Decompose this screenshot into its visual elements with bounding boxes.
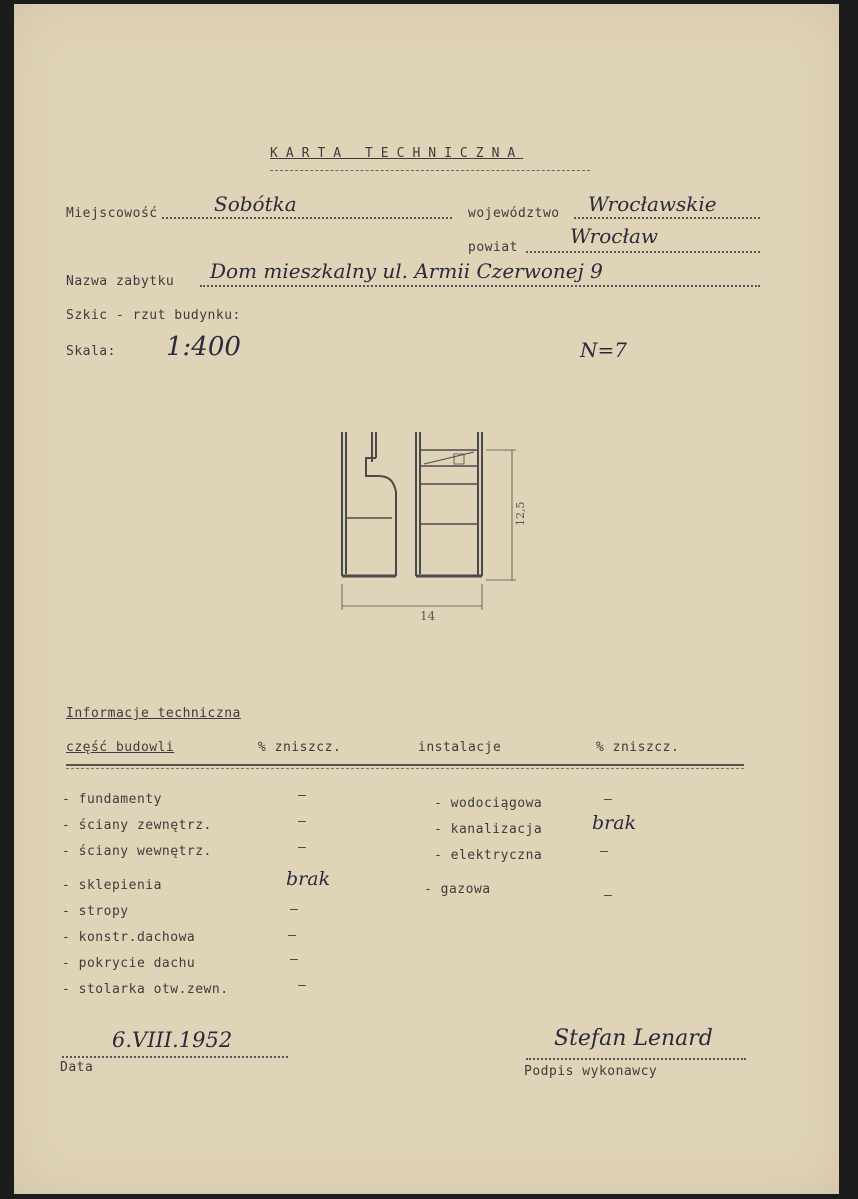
col-destroyed-2-header: % zniszcz. (596, 740, 680, 755)
date-label: Data (60, 1060, 94, 1075)
wojewodztwo-value: Wrocławskie (588, 192, 717, 216)
part-label: - ściany wewnętrz. (62, 844, 212, 859)
plan-depth-label: 12,5 (514, 501, 527, 526)
szkic-label: Szkic - rzut budynku: (66, 308, 241, 323)
date-value: 6.VIII.1952 (112, 1028, 233, 1052)
header-rule-secondary (66, 768, 744, 769)
part-label: - fundamenty (62, 792, 162, 807)
nazwa-label: Nazwa zabytku (66, 274, 175, 289)
powiat-label: powiat (468, 240, 518, 255)
wojewodztwo-label: województwo (468, 206, 560, 221)
installation-value: — (600, 844, 609, 859)
installation-label: - elektryczna (434, 848, 543, 863)
part-label: - konstr.dachowa (62, 930, 196, 945)
signature-dots (526, 1058, 746, 1060)
part-value: — (298, 978, 307, 993)
part-value: — (290, 952, 299, 967)
part-value: brak (286, 868, 331, 890)
info-heading: Informacje techniczna (66, 706, 241, 721)
part-value: — (298, 814, 307, 829)
skala-value: 1:400 (166, 332, 241, 362)
page-title: KARTA TECHNICZNA (270, 146, 524, 161)
wojewodztwo-dots (574, 217, 760, 219)
part-value: — (298, 840, 307, 855)
installation-label: - gazowa (424, 882, 491, 897)
plan-width-label: 14 (420, 609, 436, 623)
miejscowosc-label: Miejscowość (66, 206, 158, 221)
part-value: — (298, 788, 307, 803)
header-rule (66, 764, 744, 766)
powiat-dots (526, 251, 760, 253)
part-label: - sklepienia (62, 878, 162, 893)
installation-label: - kanalizacja (434, 822, 543, 837)
miejscowosc-dots (162, 217, 452, 219)
part-value: — (290, 902, 299, 917)
part-label: - pokrycie dachu (62, 956, 196, 971)
part-label: - ściany zewnętrz. (62, 818, 212, 833)
floor-plan-sketch (324, 424, 554, 624)
nazwa-value: Dom mieszkalny ul. Armii Czerwonej 9 (210, 259, 603, 283)
col-destroyed-1-header: % zniszcz. (258, 740, 342, 755)
installation-value: — (604, 888, 613, 903)
signature-value: Stefan Lenard (554, 1026, 713, 1051)
note-value: N=7 (580, 338, 627, 362)
skala-label: Skala: (66, 344, 116, 359)
powiat-value: Wrocław (570, 224, 658, 248)
signature-label: Podpis wykonawcy (524, 1064, 658, 1079)
col-installation-header: instalacje (418, 740, 502, 755)
installation-value: — (604, 792, 613, 807)
col-part-header: część budowli (66, 740, 175, 755)
nazwa-dots (200, 285, 760, 287)
miejscowosc-value: Sobótka (214, 192, 297, 216)
installation-label: - wodociągowa (434, 796, 543, 811)
part-value: — (288, 928, 297, 943)
date-dots (62, 1056, 288, 1058)
technical-card (14, 4, 839, 1194)
title-underline (270, 170, 590, 171)
installation-value: brak (592, 812, 637, 834)
part-label: - stropy (62, 904, 129, 919)
part-label: - stolarka otw.zewn. (62, 982, 229, 997)
